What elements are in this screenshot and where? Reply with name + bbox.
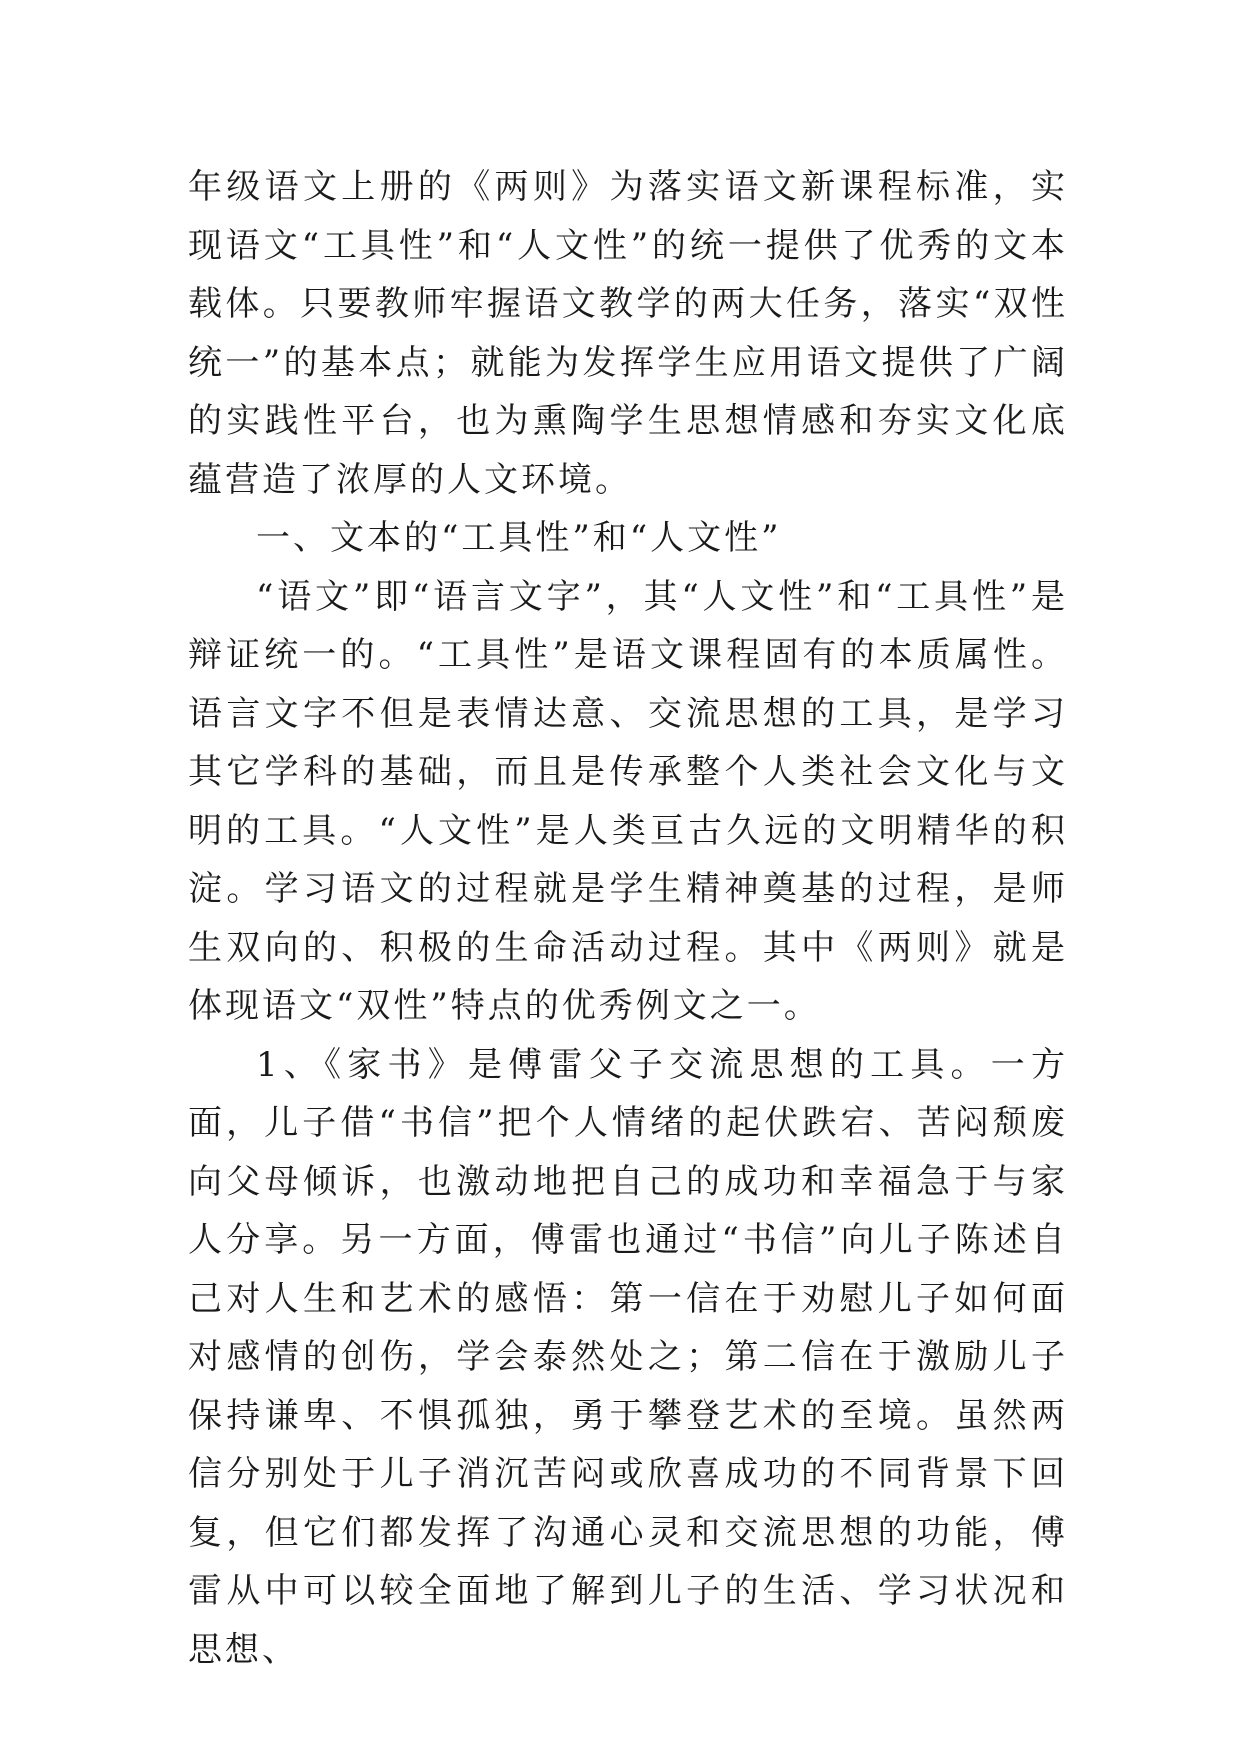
paragraph-point-1: 1、《家书》是傅雷父子交流思想的工具。一方面，儿子借“书信”把个人情绪的起伏跌宕、苦闷颓废向父母倾诉，也激动地把自己的成功和幸福急于与家人分享。另一方面，傅雷也通过“书信”向儿子陈述自己对人生和艺术的感悟：第一信在于劝慰儿子如何面对感情的创伤，学会泰然处之；第二信在于激励儿子保持谦卑、不惧孤独，勇于攀登艺术的至境。虽然两信分别处于儿子消沉苦闷或欣喜成功的不同背景下回复，但它们都发挥了沟通心灵和交流思想的功能，傅雷从中可以较全面地了解到儿子的生活、学习状况和思想、 <box>188 1044 1068 1670</box>
section-heading: 一、文本的“工具性”和“人文性” <box>256 518 782 558</box>
document-body <box>188 158 1068 1679</box>
paragraph-intro: 年级语文上册的《两则》为落实语文新课程标准，实现语文“工具性”和“人文性”的统一提供了优秀的文本载体。只要教师牢握语文教学的两大任务，落实“双性统一”的基本点；就能为发挥学生应用语文提供了广阔的实践性平台，也为熏陶学生思想情感和夯实文化底蕴营造了浓厚的人文环境。 <box>188 167 1068 500</box>
paragraph-body: “语文”即“语言文字”，其“人文性”和“工具性”是辩证统一的。“工具性”是语文课程固有的本质属性。语言文字不但是表情达意、交流思想的工具，是学习其它学科的基础，而且是传承整个人类社会文化与文明的工具。“人文性”是人类亘古久远的文明精华的积淀。学习语文的过程就是学生精神奠基的过程，是师生双向的、积极的生命活动过程。其中《两则》就是体现语文“双性”特点的优秀例文之一。 <box>188 576 1068 1026</box>
